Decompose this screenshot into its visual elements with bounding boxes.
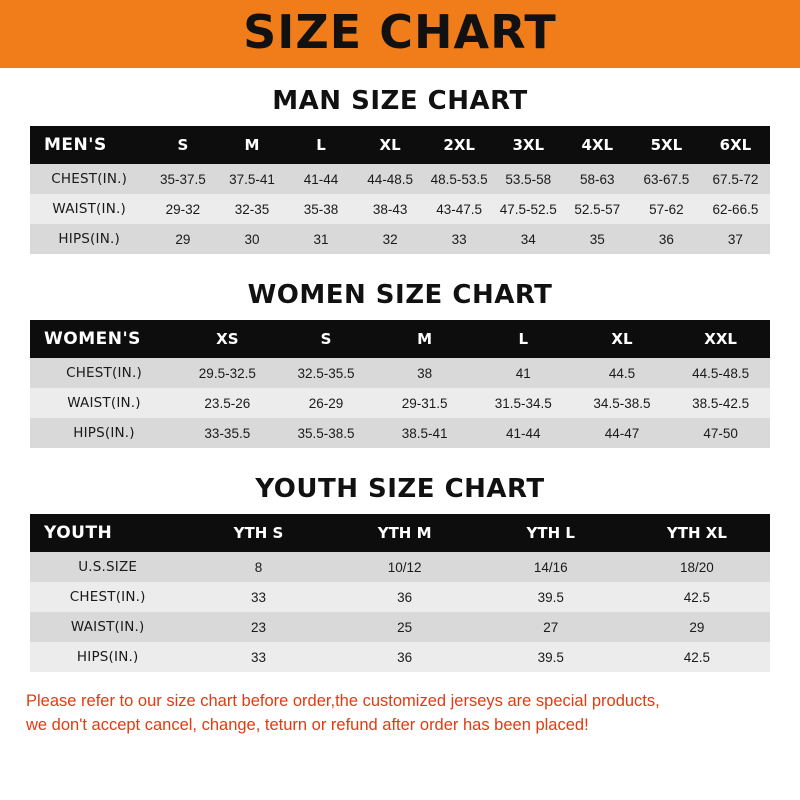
women-waist-l: 31.5-34.5 [474, 388, 573, 418]
men-chest-3xl: 53.5-58 [494, 164, 563, 194]
women-row-chest-label: CHEST(IN.) [30, 358, 178, 388]
men-col-3xl: 3XL [494, 126, 563, 164]
table-row [30, 582, 770, 612]
men-chest-4xl: 58-63 [563, 164, 632, 194]
women-hips-xs: 33-35.5 [178, 418, 277, 448]
men-waist-2xl: 43-47.5 [425, 194, 494, 224]
men-hips-2xl: 33 [425, 224, 494, 254]
men-chest-6xl: 67.5-72 [701, 164, 770, 194]
table-row [30, 552, 770, 582]
youth-ussize-xl: 18/20 [624, 552, 770, 582]
youth-hips-m: 36 [332, 642, 478, 672]
youth-waist-m: 25 [332, 612, 478, 642]
men-hips-s: 29 [148, 224, 217, 254]
youth-waist-s: 23 [185, 612, 331, 642]
youth-hips-s: 33 [185, 642, 331, 672]
women-waist-xs: 23.5-26 [178, 388, 277, 418]
table-row [30, 164, 770, 194]
youth-row-label-header: YOUTH [30, 514, 185, 552]
women-waist-m: 29-31.5 [375, 388, 474, 418]
men-row-label-header: MEN'S [30, 126, 148, 164]
youth-col-s: YTH S [185, 514, 331, 552]
youth-waist-l: 27 [478, 612, 624, 642]
men-size-table-wrap [30, 126, 770, 254]
youth-row-waist-label: WAIST(IN.) [30, 612, 185, 642]
youth-hips-xl: 42.5 [624, 642, 770, 672]
table-row [30, 224, 770, 254]
men-hips-l: 31 [287, 224, 356, 254]
men-chest-s: 35-37.5 [148, 164, 217, 194]
youth-waist-xl: 29 [624, 612, 770, 642]
women-size-table [30, 320, 770, 448]
women-chest-s: 32.5-35.5 [277, 358, 376, 388]
table-row [30, 358, 770, 388]
women-hips-m: 38.5-41 [375, 418, 474, 448]
men-table-header-row [30, 126, 770, 164]
youth-chest-l: 39.5 [478, 582, 624, 612]
men-chest-5xl: 63-67.5 [632, 164, 701, 194]
men-col-xl: XL [356, 126, 425, 164]
youth-row-chest-label: CHEST(IN.) [30, 582, 185, 612]
youth-row-ussize-label: U.S.SIZE [30, 552, 185, 582]
table-row [30, 418, 770, 448]
men-row-hips-label: HIPS(IN.) [30, 224, 148, 254]
men-waist-m: 32-35 [217, 194, 286, 224]
women-row-hips-label: HIPS(IN.) [30, 418, 178, 448]
women-chest-xs: 29.5-32.5 [178, 358, 277, 388]
men-waist-xl: 38-43 [356, 194, 425, 224]
men-row-chest-label: CHEST(IN.) [30, 164, 148, 194]
women-hips-xl: 44-47 [573, 418, 672, 448]
men-section-heading: MAN SIZE CHART [272, 86, 528, 116]
men-hips-3xl: 34 [494, 224, 563, 254]
women-chest-m: 38 [375, 358, 474, 388]
youth-chest-m: 36 [332, 582, 478, 612]
women-chest-l: 41 [474, 358, 573, 388]
men-waist-6xl: 62-66.5 [701, 194, 770, 224]
youth-row-hips-label: HIPS(IN.) [30, 642, 185, 672]
order-policy-note-line2: we don't accept cancel, change, teturn or refund after order has been placed! [26, 715, 589, 734]
youth-ussize-s: 8 [185, 552, 331, 582]
men-col-5xl: 5XL [632, 126, 701, 164]
table-row [30, 194, 770, 224]
women-hips-s: 35.5-38.5 [277, 418, 376, 448]
youth-ussize-m: 10/12 [332, 552, 478, 582]
women-col-s: S [277, 320, 376, 358]
men-col-2xl: 2XL [425, 126, 494, 164]
youth-hips-l: 39.5 [478, 642, 624, 672]
page-title: SIZE CHART [243, 5, 557, 59]
men-chest-l: 41-44 [287, 164, 356, 194]
women-hips-xxl: 47-50 [671, 418, 770, 448]
youth-col-xl: YTH XL [624, 514, 770, 552]
women-waist-xxl: 38.5-42.5 [671, 388, 770, 418]
men-hips-xl: 32 [356, 224, 425, 254]
women-col-xs: XS [178, 320, 277, 358]
men-waist-5xl: 57-62 [632, 194, 701, 224]
women-waist-xl: 34.5-38.5 [573, 388, 672, 418]
order-policy-note-line1: Please refer to our size chart before order,the customized jerseys are special products, [26, 692, 660, 710]
men-size-table [30, 126, 770, 254]
youth-ussize-l: 14/16 [478, 552, 624, 582]
women-chest-xl: 44.5 [573, 358, 672, 388]
women-size-table-wrap [30, 320, 770, 448]
women-col-xxl: XXL [671, 320, 770, 358]
men-col-m: M [217, 126, 286, 164]
page-banner [0, 0, 800, 68]
men-waist-4xl: 52.5-57 [563, 194, 632, 224]
youth-chest-s: 33 [185, 582, 331, 612]
youth-size-table-wrap [30, 514, 770, 672]
men-col-l: L [287, 126, 356, 164]
men-hips-m: 30 [217, 224, 286, 254]
women-table-header-row [30, 320, 770, 358]
men-row-waist-label: WAIST(IN.) [30, 194, 148, 224]
men-waist-3xl: 47.5-52.5 [494, 194, 563, 224]
men-col-6xl: 6XL [701, 126, 770, 164]
women-row-waist-label: WAIST(IN.) [30, 388, 178, 418]
men-chest-m: 37.5-41 [217, 164, 286, 194]
youth-col-m: YTH M [332, 514, 478, 552]
men-waist-l: 35-38 [287, 194, 356, 224]
women-section-heading: WOMEN SIZE CHART [247, 280, 553, 310]
women-col-m: M [375, 320, 474, 358]
youth-table-header-row [30, 514, 770, 552]
youth-chest-xl: 42.5 [624, 582, 770, 612]
men-waist-s: 29-32 [148, 194, 217, 224]
table-row [30, 642, 770, 672]
men-hips-5xl: 36 [632, 224, 701, 254]
women-col-xl: XL [573, 320, 672, 358]
women-chest-xxl: 44.5-48.5 [671, 358, 770, 388]
youth-section-heading: YOUTH SIZE CHART [255, 474, 545, 504]
youth-size-table [30, 514, 770, 672]
women-row-label-header: WOMEN'S [30, 320, 178, 358]
men-hips-4xl: 35 [563, 224, 632, 254]
men-chest-xl: 44-48.5 [356, 164, 425, 194]
men-col-s: S [148, 126, 217, 164]
men-chest-2xl: 48.5-53.5 [425, 164, 494, 194]
women-waist-s: 26-29 [277, 388, 376, 418]
men-hips-6xl: 37 [701, 224, 770, 254]
table-row [30, 388, 770, 418]
order-policy-note [26, 690, 774, 738]
men-col-4xl: 4XL [563, 126, 632, 164]
women-col-l: L [474, 320, 573, 358]
women-hips-l: 41-44 [474, 418, 573, 448]
youth-col-l: YTH L [478, 514, 624, 552]
table-row [30, 612, 770, 642]
